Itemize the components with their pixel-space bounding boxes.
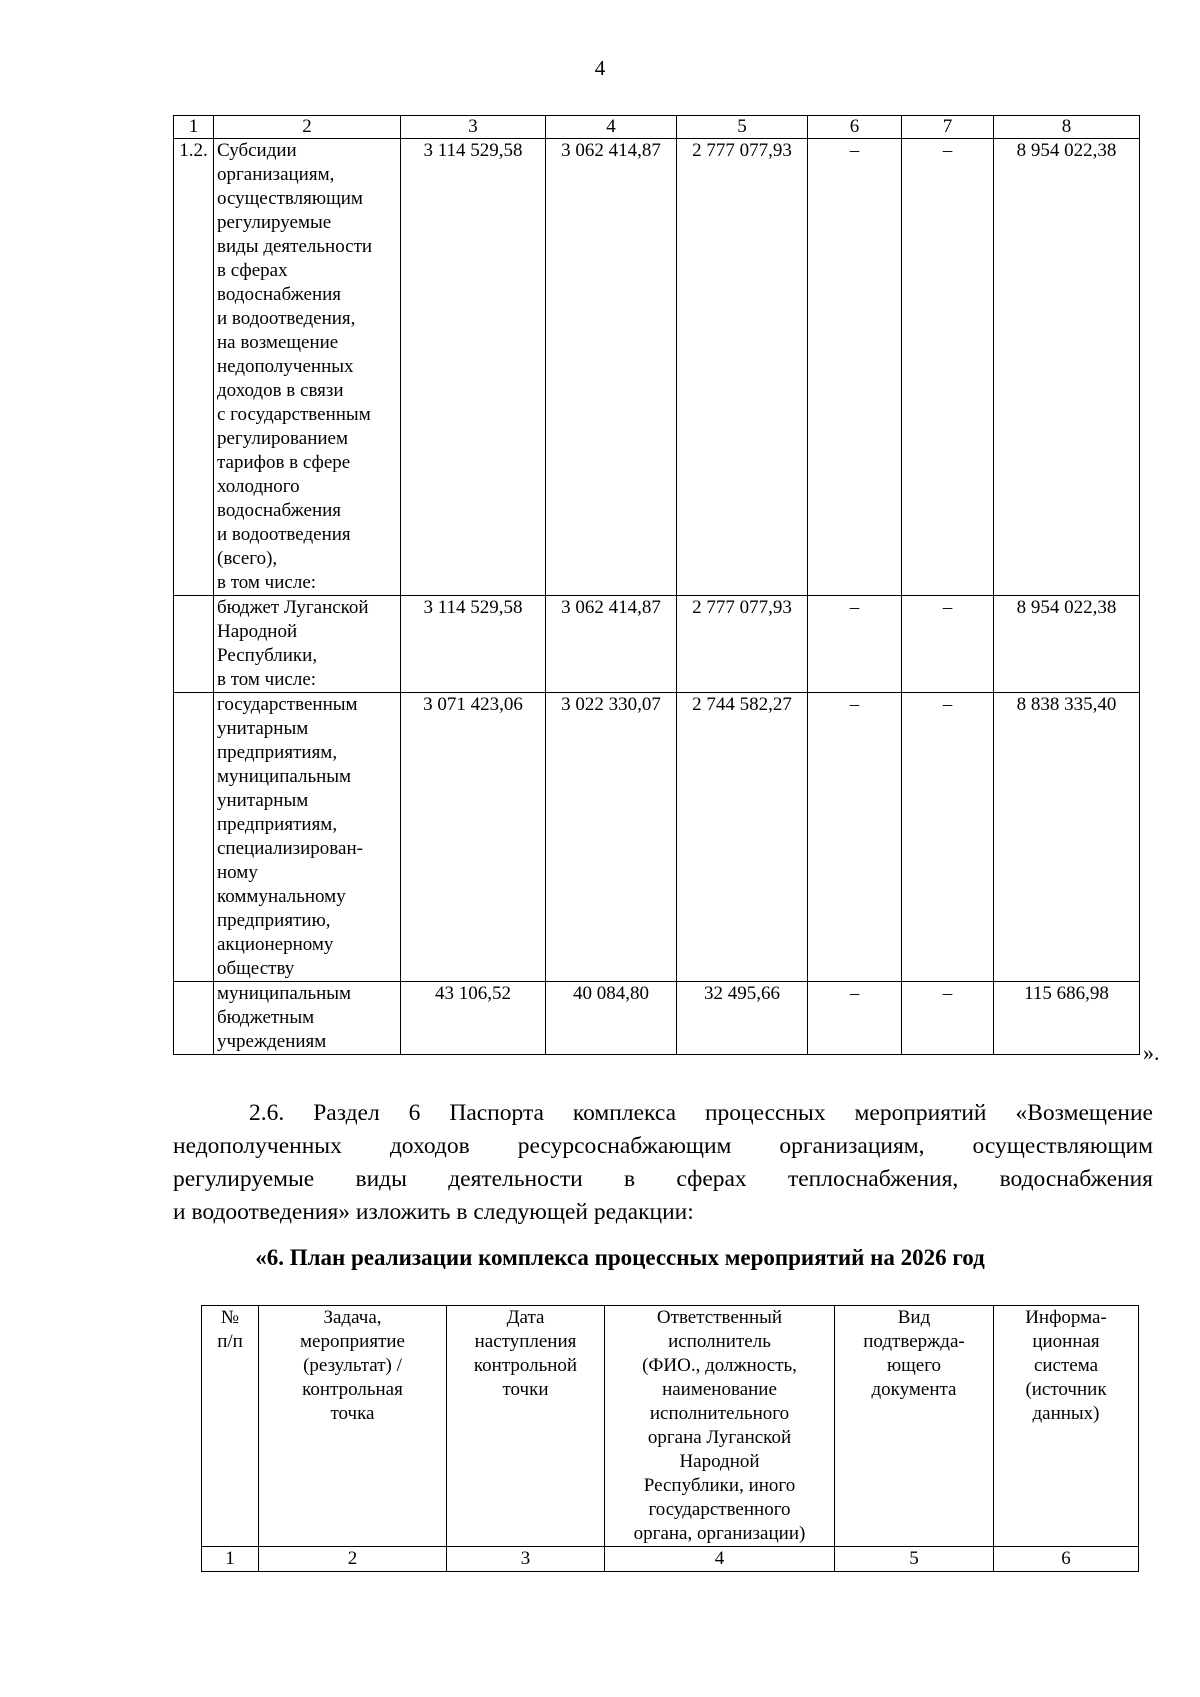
plan-header-2 [259, 1306, 447, 1547]
header-line: Задача, [323, 1307, 382, 1328]
row-name-line: акционерному [217, 934, 334, 955]
table-row [174, 596, 1140, 693]
row-name-line: учреждениям [217, 1031, 327, 1052]
plan-column-number-4: 4 [605, 1547, 835, 1572]
plan-table [201, 1305, 1139, 1572]
header-line: исполнительного [649, 1403, 790, 1424]
cell-c4: 3 022 330,07 [546, 693, 677, 982]
paragraph-line: 2.6. Раздел 6 Паспорта комплекса процессных мероприятий «Возмещение [249, 1100, 1153, 1126]
paragraph-line: регулируемые виды деятельности в сферах теплоснабжения, водоснабжения [173, 1166, 1153, 1192]
header-line: точка [330, 1403, 375, 1424]
header-line: Ответственный [656, 1307, 783, 1328]
column-number-2: 2 [214, 116, 401, 139]
table-row [174, 982, 1140, 1055]
cell-c3: 43 106,52 [401, 982, 546, 1055]
header-line: мероприятие [300, 1331, 405, 1352]
row-name-line: холодного [217, 476, 300, 497]
plan-column-number-6: 6 [994, 1547, 1139, 1572]
header-line: ющего [886, 1355, 942, 1376]
row-name-line: регулируемые [217, 212, 332, 233]
plan-table-number-row [202, 1547, 1139, 1572]
row-name-line: предприятию, [217, 910, 331, 931]
row-name-line: предприятиям, [217, 742, 338, 763]
row-name-line: Республики, [217, 645, 318, 666]
cell-c5: 2 744 582,27 [677, 693, 808, 982]
paragraph-line: и водоотведения» изложить в следующей редакции: [173, 1199, 694, 1225]
cell-c5: 2 777 077,93 [677, 139, 808, 596]
row-name-line: предприятиям, [217, 814, 338, 835]
cell-c5: 2 777 077,93 [677, 596, 808, 693]
header-line: наступления [474, 1331, 577, 1352]
row-name-line: бюджет Луганской [217, 597, 369, 618]
row-name-line: осуществляющим [217, 188, 363, 209]
row-number [174, 982, 214, 1055]
row-name-line: обществу [217, 958, 295, 979]
amendment-paragraph [173, 1097, 1153, 1229]
header-line: Народной [679, 1451, 760, 1472]
column-number-6: 6 [808, 116, 902, 139]
column-number-8: 8 [994, 116, 1140, 139]
row-name-line: муниципальным [217, 983, 352, 1004]
cell-c4: 3 062 414,87 [546, 596, 677, 693]
cell-c3: 3 114 529,58 [401, 139, 546, 596]
cell-c7: – [902, 693, 994, 982]
cell-c5: 32 495,66 [677, 982, 808, 1055]
row-name-line: ному [217, 862, 258, 883]
plan-column-number-5: 5 [835, 1547, 994, 1572]
cell-c4: 40 084,80 [546, 982, 677, 1055]
header-line: (результат) / [303, 1355, 402, 1376]
row-name-line: в том числе: [217, 572, 317, 593]
cell-c6: – [808, 596, 902, 693]
row-number [174, 693, 214, 982]
header-line: контрольной [473, 1355, 578, 1376]
header-line: система [1033, 1355, 1099, 1376]
row-name-line: водоснабжения [217, 284, 342, 305]
row-name [214, 139, 401, 596]
cell-c8: 8 954 022,38 [994, 139, 1140, 596]
row-name-line: унитарным [217, 718, 309, 739]
cell-c7: – [902, 139, 994, 596]
row-name-line: (всего), [217, 548, 278, 569]
row-number: 1.2. [174, 139, 214, 596]
funding-table-header-row [174, 116, 1140, 139]
cell-c8: 8 954 022,38 [994, 596, 1140, 693]
row-name-line: государственным [217, 694, 358, 715]
row-name-line: с государственным [217, 404, 371, 425]
row-name [214, 693, 401, 982]
row-name-line: тарифов в сфере [217, 452, 351, 473]
header-line: (источник [1025, 1379, 1107, 1400]
column-number-1: 1 [174, 116, 214, 139]
cell-c4: 3 062 414,87 [546, 139, 677, 596]
cell-c6: – [808, 139, 902, 596]
page-number: 4 [594, 56, 606, 80]
cell-c7: – [902, 982, 994, 1055]
row-name-line: на возмещение [217, 332, 339, 353]
cell-c6: – [808, 693, 902, 982]
row-name-line: доходов в связи [217, 380, 344, 401]
header-line: точки [502, 1379, 549, 1400]
header-line: п/п [217, 1331, 243, 1352]
plan-header-3 [447, 1306, 605, 1547]
row-name-line: Народной [217, 621, 298, 642]
closing-quote: ». [1143, 1040, 1160, 1065]
header-line: контрольная [302, 1379, 403, 1400]
funding-table [173, 115, 1140, 1055]
header-line: Дата [506, 1307, 545, 1328]
header-line: наименование [662, 1379, 777, 1400]
row-name-line: Субсидии [217, 140, 297, 161]
header-line: исполнитель [668, 1331, 771, 1352]
header-line: Республики, иного [643, 1475, 796, 1496]
header-line: органа Луганской [647, 1427, 792, 1448]
header-line: Вид [897, 1307, 931, 1328]
row-name-line: и водоотведения [217, 524, 351, 545]
plan-header-6 [994, 1306, 1139, 1547]
row-name-line: унитарным [217, 790, 309, 811]
table-row [174, 139, 1140, 596]
plan-header-5 [835, 1306, 994, 1547]
plan-header-1 [202, 1306, 259, 1547]
plan-table-header-row [202, 1306, 1139, 1547]
section-title: «6. План реализации комплекса процессных мероприятий на 2026 год [255, 1245, 985, 1270]
cell-c8: 8 838 335,40 [994, 693, 1140, 982]
row-name-line: в сферах [217, 260, 288, 281]
row-name-line: водоснабжения [217, 500, 342, 521]
row-name-line: недополученных [217, 356, 354, 377]
row-name-line: специализирован- [217, 838, 363, 859]
header-line: подтвержда- [863, 1331, 965, 1352]
column-number-3: 3 [401, 116, 546, 139]
header-line: органа, организации) [633, 1523, 806, 1544]
row-name-line: бюджетным [217, 1007, 315, 1028]
header-line: ционная [1032, 1331, 1100, 1352]
row-name-line: организациям, [217, 164, 335, 185]
column-number-5: 5 [677, 116, 808, 139]
paragraph-line: недополученных доходов ресурсоснабжающим организациям, осуществляющим [173, 1133, 1153, 1159]
header-line: Информа- [1025, 1307, 1107, 1328]
plan-column-number-1: 1 [202, 1547, 259, 1572]
row-name-line: и водоотведения, [217, 308, 356, 329]
row-name-line: виды деятельности [217, 236, 373, 257]
cell-c8: 115 686,98 [994, 982, 1140, 1055]
cell-c6: – [808, 982, 902, 1055]
header-line: (ФИО., должность, [642, 1355, 797, 1376]
cell-c3: 3 071 423,06 [401, 693, 546, 982]
header-line: № [220, 1307, 240, 1328]
row-name [214, 596, 401, 693]
header-line: данных) [1032, 1403, 1100, 1424]
header-line: документа [871, 1379, 957, 1400]
column-number-4: 4 [546, 116, 677, 139]
row-number [174, 596, 214, 693]
row-name-line: регулированием [217, 428, 348, 449]
row-name-line: в том числе: [217, 669, 317, 690]
plan-column-number-2: 2 [259, 1547, 447, 1572]
header-line: государственного [648, 1499, 791, 1520]
plan-column-number-3: 3 [447, 1547, 605, 1572]
table-row [174, 693, 1140, 982]
column-number-7: 7 [902, 116, 994, 139]
plan-header-4 [605, 1306, 835, 1547]
row-name [214, 982, 401, 1055]
row-name-line: муниципальным [217, 766, 352, 787]
cell-c7: – [902, 596, 994, 693]
cell-c3: 3 114 529,58 [401, 596, 546, 693]
row-name-line: коммунальному [217, 886, 346, 907]
